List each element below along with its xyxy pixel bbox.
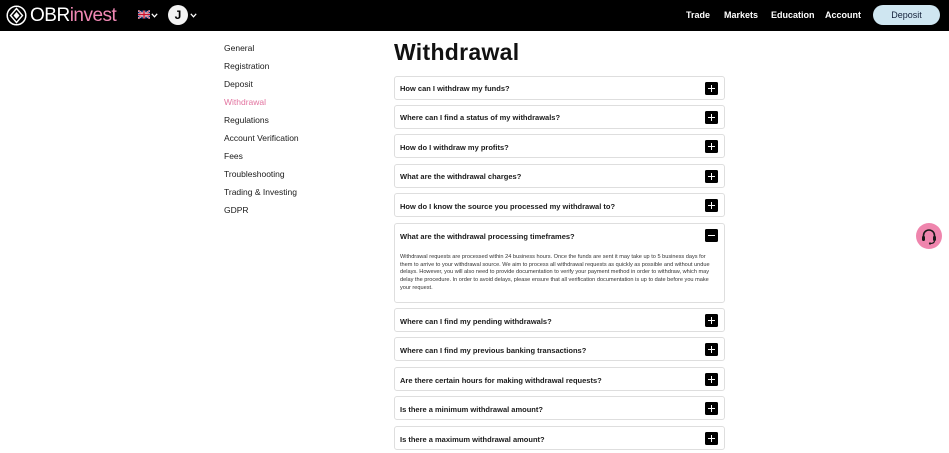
sidebar-item-deposit[interactable]: Deposit <box>224 79 253 89</box>
sidebar-item-trading-investing[interactable]: Trading & Investing <box>224 187 297 197</box>
plus-icon[interactable] <box>705 170 718 183</box>
plus-icon[interactable] <box>705 140 718 153</box>
nav-education[interactable]: Education <box>771 10 815 20</box>
faq-item[interactable] <box>394 367 725 391</box>
faq-item[interactable] <box>394 105 725 129</box>
logo-text-primary: OBR <box>30 5 70 26</box>
page-title: Withdrawal <box>394 39 520 65</box>
faq-question: Where can I find my previous banking transactions? <box>400 346 587 355</box>
plus-icon[interactable] <box>705 343 718 356</box>
faq-item[interactable] <box>394 308 725 332</box>
faq-item[interactable] <box>394 193 725 217</box>
faq-item[interactable] <box>394 337 725 361</box>
logo-text-accent: invest <box>69 5 117 26</box>
faq-question: What are the withdrawal charges? <box>400 172 522 181</box>
faq-question: How can I withdraw my funds? <box>400 84 510 93</box>
faq-question: How do I withdraw my profits? <box>400 143 509 152</box>
sidebar-item-withdrawal[interactable]: Withdrawal <box>224 97 267 107</box>
deposit-button[interactable]: Deposit <box>873 5 940 25</box>
faq-answer: Withdrawal requests are processed within 24 business hours. Once the funds are sent it may take up to 5 business days for them to arrive to your withdrawal source. We aim to process all withdrawal requests as quickly as possible and without undue delays. However, you will also need to provide documentation to verify your payment method in order to withdraw, which may delay the procedure. In order to avoid delays, please ensure that all verification documentation is up to date before you make your request. <box>400 254 710 291</box>
logo-wordmark <box>30 5 116 26</box>
faq-item[interactable] <box>394 134 725 158</box>
logo-mark-icon <box>6 5 27 26</box>
sidebar-item-troubleshooting[interactable]: Troubleshooting <box>224 169 285 179</box>
faq-question: What are the withdrawal processing timeframes? <box>400 232 575 241</box>
brand-logo[interactable] <box>6 5 116 26</box>
faq-item-expanded[interactable] <box>394 223 725 303</box>
sidebar-item-fees[interactable]: Fees <box>224 151 243 161</box>
nav-markets[interactable]: Markets <box>724 10 759 20</box>
plus-icon[interactable] <box>705 373 718 386</box>
faq-question: Is there a minimum withdrawal amount? <box>400 405 543 414</box>
faq-item[interactable] <box>394 396 725 420</box>
plus-icon[interactable] <box>705 111 718 124</box>
minus-icon[interactable] <box>705 229 718 242</box>
sidebar-item-regulations[interactable]: Regulations <box>224 115 269 125</box>
plus-icon[interactable] <box>705 314 718 327</box>
faq-item[interactable] <box>394 76 725 100</box>
faq-question: Where can I find my pending withdrawals? <box>400 317 552 326</box>
sidebar-item-registration[interactable]: Registration <box>224 61 270 71</box>
plus-icon[interactable] <box>705 199 718 212</box>
faq-item[interactable] <box>394 426 725 450</box>
sidebar-item-gdpr[interactable]: GDPR <box>224 205 249 215</box>
user-avatar[interactable]: J <box>168 5 188 25</box>
faq-question: Where can I find a status of my withdrawals? <box>400 113 561 122</box>
top-navbar <box>0 0 949 31</box>
plus-icon[interactable] <box>705 402 718 415</box>
sidebar-item-general[interactable]: General <box>224 43 255 53</box>
chevron-down-icon[interactable] <box>151 13 158 18</box>
nav-account[interactable]: Account <box>825 10 861 20</box>
faq-question: Are there certain hours for making withdrawal requests? <box>400 376 602 385</box>
plus-icon[interactable] <box>705 82 718 95</box>
support-chat-button[interactable] <box>916 223 942 249</box>
faq-question: Is there a maximum withdrawal amount? <box>400 435 545 444</box>
faq-item[interactable] <box>394 164 725 188</box>
chevron-down-icon[interactable] <box>190 13 197 18</box>
uk-flag-icon[interactable] <box>138 10 150 19</box>
plus-icon[interactable] <box>705 432 718 445</box>
faq-question: How do I know the source you processed my withdrawal to? <box>400 202 616 211</box>
sidebar-item-account-verification[interactable]: Account Verification <box>224 133 299 143</box>
headset-icon <box>916 223 942 249</box>
nav-trade[interactable]: Trade <box>686 10 711 20</box>
